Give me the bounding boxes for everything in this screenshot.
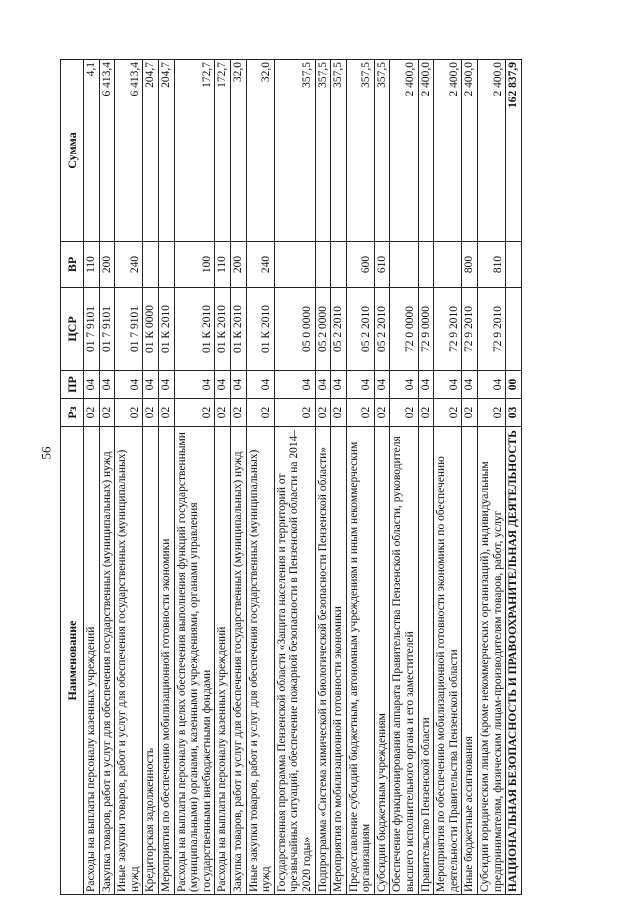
cell-rz: 02 (143, 399, 159, 427)
cell-sum: 2 400,0 (418, 60, 434, 242)
cell-vr (390, 242, 418, 288)
header-name: Наименование (61, 427, 84, 895)
cell-vr (434, 242, 462, 288)
cell-vr: 200 (99, 242, 115, 288)
cell-csr: 05 2 2010 (331, 288, 347, 371)
cell-csr: 72 9 2010 (478, 288, 506, 371)
cell-vr: 240 (115, 242, 143, 288)
header-pr: ПР (61, 371, 84, 399)
cell-name: Мероприятия по обеспечению мобилизационной готовности экономики (158, 427, 174, 895)
cell-pr: 04 (84, 371, 100, 399)
cell-name: Иные закупки товаров, работ и услуг для обеспечения государственных (муниципальных) нужд (246, 427, 274, 895)
cell-name: Субсидии бюджетным учреждениям (374, 427, 390, 895)
table-row (215, 60, 231, 895)
cell-csr: 72 9 2010 (434, 288, 462, 371)
cell-name: Мероприятия по мобилизационной готовности экономики (331, 427, 347, 895)
cell-pr: 04 (115, 371, 143, 399)
cell-vr (158, 242, 174, 288)
table-row (143, 60, 159, 895)
cell-sum: 172,7 (174, 60, 215, 242)
cell-vr (315, 242, 331, 288)
table-row (434, 60, 462, 895)
cell-name: Закупка товаров, работ и услуг для обеспечения государственных (муниципальных) нужд (230, 427, 246, 895)
cell-rz: 02 (462, 399, 478, 427)
cell-name: Расходы на выплаты персоналу в целях обеспечения выполнения функций государственными (муниципальными) органами, казенными учреждениями, органами управления государственными внебюджетными фондами (174, 427, 215, 895)
table-row (246, 60, 274, 895)
cell-pr: 04 (418, 371, 434, 399)
cell-name: Государственная программа Пензенской области «Защита населения и территорий от чрезвычайных ситуаций, обеспечение пожарной безопасности в Пензенской области на 2014–2020 годы» (274, 427, 315, 895)
page-number: 56 (38, 446, 54, 460)
cell-csr: 01 К 2010 (158, 288, 174, 371)
cell-vr (506, 242, 522, 288)
cell-rz: 02 (331, 399, 347, 427)
cell-csr: 72 9 0000 (418, 288, 434, 371)
cell-pr: 00 (506, 371, 522, 399)
cell-rz: 02 (478, 399, 506, 427)
cell-name: Иные закупки товаров, работ и услуг для обеспечения государственных (муниципальных) нужд (115, 427, 143, 895)
cell-sum: 4,1 (84, 60, 100, 242)
cell-sum: 2 400,0 (434, 60, 462, 242)
cell-rz: 02 (84, 399, 100, 427)
cell-name: НАЦИОНАЛЬНАЯ БЕЗОПАСНОСТЬ И ПРАВООХРАНИТЕЛЬНАЯ ДЕЯТЕЛЬНОСТЬ (506, 427, 522, 895)
cell-sum: 357,5 (374, 60, 390, 242)
cell-pr: 04 (374, 371, 390, 399)
cell-sum: 32,0 (246, 60, 274, 242)
header-rz: Рз (61, 399, 84, 427)
table-row (115, 60, 143, 895)
cell-name: Расходы на выплаты персоналу казенных учреждений (84, 427, 100, 895)
cell-sum: 6 413,4 (99, 60, 115, 242)
table-header-row (61, 60, 84, 895)
cell-vr: 110 (84, 242, 100, 288)
cell-vr: 800 (462, 242, 478, 288)
table-row (331, 60, 347, 895)
cell-rz: 02 (274, 399, 315, 427)
cell-pr: 04 (434, 371, 462, 399)
cell-sum: 2 400,0 (390, 60, 418, 242)
cell-rz: 02 (174, 399, 215, 427)
table-body (84, 60, 522, 895)
table-row (274, 60, 315, 895)
cell-pr: 04 (174, 371, 215, 399)
cell-rz: 02 (99, 399, 115, 427)
cell-vr: 110 (215, 242, 231, 288)
cell-rz: 02 (418, 399, 434, 427)
cell-rz: 02 (115, 399, 143, 427)
cell-csr: 01 К 2010 (174, 288, 215, 371)
table-row (99, 60, 115, 895)
cell-pr: 04 (230, 371, 246, 399)
cell-vr: 600 (346, 242, 374, 288)
cell-name: Обеспечение функционирования аппарата Правительства Пензенской области, руководителя высшего исполнительного органа и его заместителей (390, 427, 418, 895)
cell-name: Мероприятия по обеспечению мобилизационной готовности экономики по обеспечению деятельности Правительства Пензенской области (434, 427, 462, 895)
cell-vr: 200 (230, 242, 246, 288)
cell-csr: 72 0 0000 (390, 288, 418, 371)
cell-rz: 02 (346, 399, 374, 427)
table-row (174, 60, 215, 895)
cell-csr: 01 7 9101 (84, 288, 100, 371)
cell-vr (143, 242, 159, 288)
cell-rz: 02 (215, 399, 231, 427)
table-row (374, 60, 390, 895)
cell-csr: 01 7 9101 (115, 288, 143, 371)
cell-name: Закупка товаров, работ и услуг для обеспечения государственных (муниципальных) нужд (99, 427, 115, 895)
cell-vr: 100 (174, 242, 215, 288)
cell-rz: 02 (390, 399, 418, 427)
table-row (478, 60, 506, 895)
header-sum: Сумма (61, 60, 84, 242)
cell-pr: 04 (331, 371, 347, 399)
cell-csr: 05 2 2010 (346, 288, 374, 371)
cell-vr (331, 242, 347, 288)
cell-csr: 05 0 0000 (274, 288, 315, 371)
cell-csr: 01 К 2010 (230, 288, 246, 371)
table-row (158, 60, 174, 895)
cell-csr: 05 2 0000 (315, 288, 331, 371)
table-row (346, 60, 374, 895)
cell-sum: 357,5 (346, 60, 374, 242)
cell-name: Кредиторская задолженность (143, 427, 159, 895)
table-row (506, 60, 522, 895)
cell-pr: 04 (143, 371, 159, 399)
cell-vr: 240 (246, 242, 274, 288)
cell-sum: 2 400,0 (478, 60, 506, 242)
table-row (315, 60, 331, 895)
cell-name: Расходы на выплаты персоналу казенных учреждений (215, 427, 231, 895)
cell-sum: 204,7 (158, 60, 174, 242)
cell-csr: 05 2 2010 (374, 288, 390, 371)
cell-name: Предоставление субсидий бюджетным, автономным учреждениям и иным некоммерческим организациям (346, 427, 374, 895)
table-row (462, 60, 478, 895)
cell-vr (274, 242, 315, 288)
cell-rz: 02 (434, 399, 462, 427)
cell-rz: 02 (246, 399, 274, 427)
header-vr: ВР (61, 242, 84, 288)
cell-vr: 810 (478, 242, 506, 288)
table-row (84, 60, 100, 895)
cell-csr: 01 К 0000 (143, 288, 159, 371)
cell-csr: 01 К 2010 (215, 288, 231, 371)
cell-sum: 357,5 (315, 60, 331, 242)
cell-pr: 04 (246, 371, 274, 399)
cell-rz: 02 (158, 399, 174, 427)
cell-sum: 357,5 (331, 60, 347, 242)
cell-sum: 357,5 (274, 60, 315, 242)
cell-sum: 204,7 (143, 60, 159, 242)
cell-vr (418, 242, 434, 288)
cell-rz: 02 (374, 399, 390, 427)
cell-csr: 72 9 2010 (462, 288, 478, 371)
header-csr: ЦСР (61, 288, 84, 371)
cell-pr: 04 (99, 371, 115, 399)
cell-pr: 04 (158, 371, 174, 399)
table-row (230, 60, 246, 895)
cell-pr: 04 (478, 371, 506, 399)
cell-name: Подпрограмма «Система химической и биологической безопасности Пензенской области» (315, 427, 331, 895)
cell-sum: 162 837,9 (506, 60, 522, 242)
cell-csr (506, 288, 522, 371)
cell-pr: 04 (346, 371, 374, 399)
cell-name: Иные бюджетные ассигнования (462, 427, 478, 895)
budget-table (60, 59, 522, 895)
cell-pr: 04 (315, 371, 331, 399)
cell-vr: 610 (374, 242, 390, 288)
cell-rz: 02 (315, 399, 331, 427)
cell-csr: 01 7 9101 (99, 288, 115, 371)
cell-pr: 04 (274, 371, 315, 399)
cell-pr: 04 (390, 371, 418, 399)
budget-table-rotated (60, 60, 593, 895)
cell-pr: 04 (462, 371, 478, 399)
cell-sum: 6 413,4 (115, 60, 143, 242)
cell-pr: 04 (215, 371, 231, 399)
table-row (390, 60, 418, 895)
cell-rz: 03 (506, 399, 522, 427)
cell-sum: 2 400,0 (462, 60, 478, 242)
table-row (418, 60, 434, 895)
cell-sum: 32,0 (230, 60, 246, 242)
cell-rz: 02 (230, 399, 246, 427)
cell-name: Субсидии юридическим лицам (кроме некоммерческих организаций), индивидуальным предпринимателям, физическим лицам-производителям товаров, работ, услуг (478, 427, 506, 895)
cell-csr: 01 К 2010 (246, 288, 274, 371)
cell-sum: 172,7 (215, 60, 231, 242)
cell-name: Правительство Пензенской области (418, 427, 434, 895)
